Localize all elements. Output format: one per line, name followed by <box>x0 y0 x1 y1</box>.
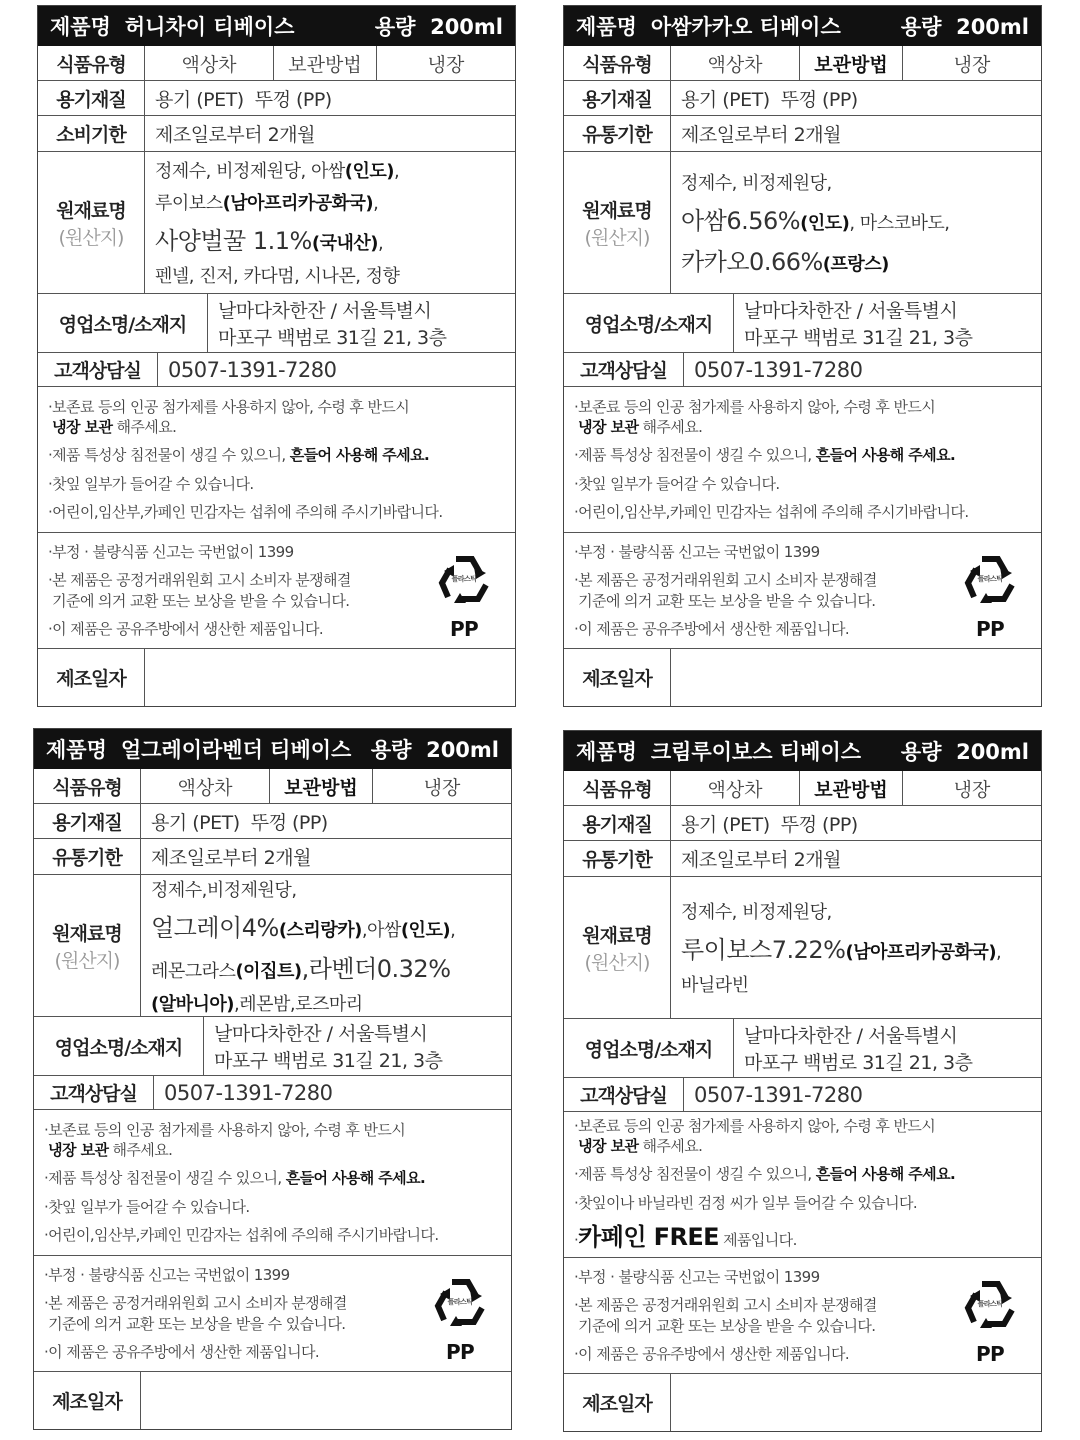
ingredient-line <box>155 157 399 183</box>
text-segment: 냉장 보관 <box>52 418 113 437</box>
text-segment: ·찻잎 일부가 들어갈 수 있습니다. <box>48 474 254 493</box>
ingredients-label <box>564 152 671 293</box>
text-segment: 바닐라빈 <box>681 975 749 996</box>
text-segment: 해주세요. <box>638 1137 703 1156</box>
note-item <box>574 397 1031 438</box>
expiry-row <box>564 116 1041 152</box>
customer-service-phone: 0507-1391-7280 <box>168 357 337 382</box>
text-segment: (인도) <box>344 161 395 182</box>
container-row <box>38 81 515 116</box>
recycle-material: PP <box>445 1340 475 1365</box>
note-item: ·이 제품은 공유주방에서 생산한 제품입니다. <box>574 619 850 638</box>
note-item: ·이 제품은 공유주방에서 생산한 제품입니다. <box>574 1344 850 1363</box>
volume-value: 200ml <box>426 738 499 762</box>
volume-value: 200ml <box>956 15 1029 39</box>
expiry-value: 제조일로부터 2개월 <box>681 849 841 871</box>
note-item <box>574 474 1031 494</box>
expiry-label: 소비기한 <box>38 116 145 151</box>
food-type-value: 액상차 <box>141 769 270 803</box>
seller-label: 영업소명/소재지 <box>564 294 734 352</box>
food-type-value: 액상차 <box>145 46 274 80</box>
text-segment: 정제수, 비정제원당, <box>681 902 832 923</box>
note-item: ·본 제품은 공정거래위원회 고시 소비자 분쟁해결 기준에 의거 교환 또는 보상을 받을 수 있습니다. <box>574 571 877 610</box>
food-type-row <box>564 46 1041 81</box>
text-segment: , <box>996 942 1002 963</box>
manufacture-date-row <box>38 649 515 706</box>
note-item <box>574 1221 1031 1253</box>
text-segment: 루이보스 <box>155 193 223 214</box>
ingredient-line <box>155 221 383 256</box>
text-segment: , <box>377 233 384 254</box>
legal-notes <box>34 1256 511 1372</box>
product-name-label: 제품명 <box>576 740 637 764</box>
customer-service-phone: 0507-1391-7280 <box>164 1080 333 1105</box>
text-segment: 해주세요. <box>112 418 177 437</box>
ingredient-line <box>151 949 451 984</box>
origin-label: (원산지) <box>584 226 650 249</box>
text-segment: (남아프리카공화국) <box>845 942 997 963</box>
text-segment: ·제품 특성상 침전물이 생길 수 있으니, <box>574 1165 816 1184</box>
product-label <box>563 5 1042 707</box>
note-item <box>44 1120 501 1161</box>
expiry-row <box>34 839 511 875</box>
product-label <box>37 5 516 707</box>
recycle-icon <box>955 1276 1025 1341</box>
text-segment: 펜넬, 진저, 카다멈, 시나몬, 정향 <box>155 266 400 287</box>
food-type-label: 식품유형 <box>38 46 145 80</box>
recycle-material: PP <box>975 1342 1005 1367</box>
origin-label: (원산지) <box>584 951 650 974</box>
note-item: ·부정 · 불량식품 신고는 국번없이 1399 <box>48 543 294 561</box>
legal-notes <box>38 533 515 649</box>
manufacture-date-label: 제조일자 <box>38 649 145 706</box>
manufacture-date-label: 제조일자 <box>34 1372 141 1429</box>
ingredients-title: 원재료명 <box>582 924 652 947</box>
ingredient-line <box>681 201 949 236</box>
ingredient-line <box>681 898 832 924</box>
label-header <box>38 6 515 46</box>
recycle-text: 플라스틱 <box>977 575 1003 583</box>
note-item <box>574 1116 1031 1157</box>
ingredient-line <box>151 876 297 902</box>
expiry-value: 제조일로부터 2개월 <box>155 124 315 146</box>
text-segment: 냉장 보관 <box>48 1141 109 1160</box>
customer-service-row <box>564 1078 1041 1112</box>
note-item <box>44 1168 501 1188</box>
product-name: 아쌈카카오 티베이스 <box>650 15 841 39</box>
storage-label: 보관방법 <box>800 771 903 805</box>
storage-value: 냉장 <box>953 778 991 801</box>
customer-service-row <box>564 353 1041 387</box>
text-segment: (남아프리카공화국) <box>222 193 374 214</box>
volume-label: 용량 <box>374 15 416 39</box>
volume <box>375 11 503 41</box>
seller-line: 마포구 백범로 31길 21, 3층 <box>214 1050 443 1072</box>
text-segment: ·제품 특성상 침전물이 생길 수 있으니, <box>48 446 290 465</box>
ingredients-list <box>145 152 515 293</box>
seller-label: 영업소명/소재지 <box>38 294 208 352</box>
note-item <box>48 397 505 438</box>
storage-label: 보관방법 <box>274 46 377 80</box>
text-segment: ,아쌈 <box>361 919 401 941</box>
seller-line: 날마다차한잔 / 서울특별시 <box>744 1025 958 1047</box>
text-segment: (프랑스) <box>822 253 889 275</box>
ingredient-line <box>681 169 832 195</box>
container-label: 용기재질 <box>34 804 141 838</box>
note-item: ·본 제품은 공정거래위원회 고시 소비자 분쟁해결 기준에 의거 교환 또는 보상을 받을 수 있습니다. <box>574 1296 877 1335</box>
volume-value: 200ml <box>956 740 1029 764</box>
note-item <box>44 1225 501 1245</box>
text-segment: ·보존료 등의 인공 첨가제를 사용하지 않아, 수령 후 반드시 <box>48 397 410 416</box>
note-item <box>44 1197 501 1217</box>
text-segment: (스리랑카) <box>278 919 362 941</box>
label-header <box>34 729 511 769</box>
text-segment: 루이보스7.22% <box>681 936 846 964</box>
storage-notes <box>38 387 515 533</box>
manufacture-date-value <box>671 1374 1041 1431</box>
food-type-value: 액상차 <box>671 46 800 80</box>
note-item: ·부정 · 불량식품 신고는 국번없이 1399 <box>574 1268 820 1286</box>
recycle-material: PP <box>975 617 1005 642</box>
note-item <box>574 1164 1031 1184</box>
container-value: 용기 (PET) 뚜껑 (PP) <box>155 88 332 111</box>
ingredients-title: 원재료명 <box>52 922 122 945</box>
text-segment: 해주세요. <box>108 1141 173 1160</box>
volume <box>901 736 1029 766</box>
text-segment: 정제수,비정제원당, <box>151 879 297 901</box>
product-name-label: 제품명 <box>46 738 107 762</box>
ingredient-line <box>151 990 363 1016</box>
text-segment: 흔들어 사용해 주세요. <box>285 1169 426 1188</box>
container-value: 용기 (PET) 뚜껑 (PP) <box>681 88 858 111</box>
text-segment: 카카오0.66% <box>681 247 823 276</box>
customer-service-phone: 0507-1391-7280 <box>694 1082 863 1107</box>
origin-label: (원산지) <box>54 949 120 972</box>
ingredient-line <box>681 242 889 277</box>
note-item: ·이 제품은 공유주방에서 생산한 제품입니다. <box>44 1342 320 1361</box>
seller-line: 날마다차한잔 / 서울특별시 <box>744 300 958 322</box>
expiry-row <box>38 116 515 152</box>
text-segment: ·어린이,임산부,카페인 민감자는 섭취에 주의해 주시기바랍니다. <box>574 502 969 521</box>
food-type-label: 식품유형 <box>564 771 671 805</box>
seller-address <box>734 1019 1041 1077</box>
text-segment: 흔들어 사용해 주세요. <box>815 1165 956 1184</box>
recycle-icon <box>429 551 499 616</box>
storage-value: 냉장 <box>427 53 465 76</box>
recycle-icon <box>425 1274 495 1339</box>
text-segment: (알바니아) <box>151 993 235 1015</box>
ingredients-list <box>671 877 1041 1018</box>
ingredients-list <box>671 152 1041 293</box>
manufacture-date-value <box>145 649 515 706</box>
text-segment: 카페인 FREE <box>578 1222 719 1251</box>
note-item: ·부정 · 불량식품 신고는 국번없이 1399 <box>44 1266 290 1284</box>
origin-label: (원산지) <box>58 226 124 249</box>
text-segment: ·찻잎이나 바닐라빈 검정 씨가 일부 들어갈 수 있습니다. <box>574 1193 918 1212</box>
volume-label: 용량 <box>370 738 412 762</box>
customer-service-label: 고객상담실 <box>38 353 158 386</box>
recycle-material: PP <box>449 617 479 642</box>
ingredients-title: 원재료명 <box>56 199 126 222</box>
seller-line: 날마다차한잔 / 서울특별시 <box>214 1023 428 1045</box>
text-segment: (이집트) <box>235 960 302 982</box>
note-item <box>48 502 505 522</box>
seller-row <box>564 294 1041 353</box>
storage-value: 냉장 <box>953 53 991 76</box>
container-value: 용기 (PET) 뚜껑 (PP) <box>151 811 328 834</box>
text-segment: , <box>373 193 379 214</box>
product-name: 얼그레이라벤더 티베이스 <box>120 738 352 762</box>
text-segment: ·찻잎 일부가 들어갈 수 있습니다. <box>44 1197 250 1216</box>
manufacture-date-label: 제조일자 <box>564 1374 671 1431</box>
seller-line: 마포구 백범로 31길 21, 3층 <box>218 327 447 349</box>
volume-label: 용량 <box>900 15 942 39</box>
storage-notes <box>34 1110 511 1256</box>
product-name-label: 제품명 <box>50 15 111 39</box>
volume-value: 200ml <box>430 15 503 39</box>
seller-line: 날마다차한잔 / 서울특별시 <box>218 300 432 322</box>
recycle-text: 플라스틱 <box>447 1298 473 1306</box>
food-type-value: 액상차 <box>671 771 800 805</box>
ingredients-row <box>564 152 1041 294</box>
ingredient-line <box>681 971 749 997</box>
volume-label: 용량 <box>900 740 942 764</box>
storage-value: 냉장 <box>423 776 461 799</box>
recycle-mark <box>429 551 499 641</box>
container-value: 용기 (PET) 뚜껑 (PP) <box>681 813 858 836</box>
storage-notes <box>564 1112 1041 1258</box>
expiry-value: 제조일로부터 2개월 <box>681 124 841 146</box>
seller-address <box>734 294 1041 352</box>
product-name: 허니차이 티베이스 <box>124 15 295 39</box>
text-segment: ·찻잎 일부가 들어갈 수 있습니다. <box>574 474 780 493</box>
text-segment: 흔들어 사용해 주세요. <box>289 446 430 465</box>
expiry-label: 유통기한 <box>564 116 671 151</box>
manufacture-date-row <box>564 649 1041 706</box>
food-type-row <box>34 769 511 804</box>
ingredient-line <box>681 930 1001 965</box>
recycle-text: 플라스틱 <box>977 1300 1003 1308</box>
seller-address <box>204 1017 511 1075</box>
note-item <box>48 445 505 465</box>
seller-line: 마포구 백범로 31길 21, 3층 <box>744 1052 973 1074</box>
note-item <box>574 1193 1031 1213</box>
expiry-row <box>564 841 1041 877</box>
text-segment: ·제품 특성상 침전물이 생길 수 있으니, <box>44 1169 286 1188</box>
ingredients-label <box>38 152 145 293</box>
food-type-label: 식품유형 <box>564 46 671 80</box>
ingredients-list <box>141 875 511 1016</box>
legal-notes <box>564 1258 1041 1374</box>
ingredients-label <box>34 875 141 1016</box>
manufacture-date-row <box>34 1372 511 1429</box>
volume <box>371 734 499 764</box>
seller-label: 영업소명/소재지 <box>34 1017 204 1075</box>
food-type-label: 식품유형 <box>34 769 141 803</box>
ingredients-row <box>38 152 515 294</box>
seller-label: 영업소명/소재지 <box>564 1019 734 1077</box>
storage-label: 보관방법 <box>270 769 373 803</box>
text-segment: 흔들어 사용해 주세요. <box>815 446 956 465</box>
product-name-label: 제품명 <box>576 15 637 39</box>
customer-service-phone: 0507-1391-7280 <box>694 357 863 382</box>
note-item <box>574 502 1031 522</box>
container-label: 용기재질 <box>564 81 671 115</box>
text-segment: (인도) <box>400 919 451 941</box>
manufacture-date-row <box>564 1374 1041 1431</box>
ingredient-line <box>155 262 399 288</box>
seller-address <box>208 294 515 352</box>
text-segment: 얼그레이4% <box>151 913 279 942</box>
text-segment: 제품입니다. <box>718 1230 797 1249</box>
customer-service-row <box>34 1076 511 1110</box>
label-header <box>564 6 1041 46</box>
container-label: 용기재질 <box>38 81 145 115</box>
text-segment: 해주세요. <box>638 418 703 437</box>
seller-line: 마포구 백범로 31길 21, 3층 <box>744 327 973 349</box>
text-segment: · <box>574 1230 579 1249</box>
note-item <box>48 474 505 494</box>
storage-notes <box>564 387 1041 533</box>
ingredients-label <box>564 877 671 1018</box>
text-segment: ·어린이,임산부,카페인 민감자는 섭취에 주의해 주시기바랍니다. <box>44 1225 439 1244</box>
ingredient-line <box>151 908 455 943</box>
recycle-mark <box>425 1274 495 1364</box>
recycle-icon <box>955 551 1025 616</box>
text-segment: , <box>394 161 400 182</box>
note-item <box>574 445 1031 465</box>
product-label <box>563 730 1042 1432</box>
text-segment: ·제품 특성상 침전물이 생길 수 있으니, <box>574 446 816 465</box>
text-segment: ·어린이,임산부,카페인 민감자는 섭취에 주의해 주시기바랍니다. <box>48 502 443 521</box>
manufacture-date-value <box>141 1372 511 1429</box>
customer-service-label: 고객상담실 <box>34 1076 154 1109</box>
customer-service-label: 고객상담실 <box>564 353 684 386</box>
text-segment: , 마스코바도, <box>849 212 950 234</box>
text-segment: 정제수, 비정제원당, 아쌈 <box>155 161 345 182</box>
label-header <box>564 731 1041 771</box>
seller-row <box>34 1017 511 1076</box>
storage-label: 보관방법 <box>800 46 903 80</box>
seller-row <box>38 294 515 353</box>
text-segment: 냉장 보관 <box>578 1137 639 1156</box>
recycle-text: 플라스틱 <box>451 575 477 583</box>
expiry-label: 유통기한 <box>564 841 671 876</box>
recycle-mark <box>955 551 1025 641</box>
text-segment: ·보존료 등의 인공 첨가제를 사용하지 않아, 수령 후 반드시 <box>574 1116 936 1135</box>
ingredients-row <box>564 877 1041 1019</box>
container-row <box>34 804 511 839</box>
note-item: ·이 제품은 공유주방에서 생산한 제품입니다. <box>48 619 324 638</box>
ingredient-line <box>155 189 378 215</box>
legal-notes <box>564 533 1041 649</box>
ingredients-title: 원재료명 <box>582 199 652 222</box>
text-segment: (국내산) <box>311 233 378 254</box>
manufacture-date-value <box>671 649 1041 706</box>
text-segment: ,레몬밤,로즈마리 <box>234 993 363 1015</box>
container-label: 용기재질 <box>564 806 671 840</box>
expiry-label: 유통기한 <box>34 839 141 874</box>
product-name: 크림루이보스 티베이스 <box>650 740 862 764</box>
text-segment: 사양벌꿀 1.1% <box>155 227 312 255</box>
text-segment: , <box>450 919 456 941</box>
ingredients-row <box>34 875 511 1017</box>
text-segment: 냉장 보관 <box>578 418 639 437</box>
food-type-row <box>564 771 1041 806</box>
seller-row <box>564 1019 1041 1078</box>
expiry-value: 제조일로부터 2개월 <box>151 847 311 869</box>
note-item: ·본 제품은 공정거래위원회 고시 소비자 분쟁해결 기준에 의거 교환 또는 보상을 받을 수 있습니다. <box>44 1294 347 1333</box>
customer-service-label: 고객상담실 <box>564 1078 684 1111</box>
product-label <box>33 728 512 1430</box>
volume <box>901 11 1029 41</box>
container-row <box>564 81 1041 116</box>
text-segment: (인도) <box>800 212 850 234</box>
note-item: ·본 제품은 공정거래위원회 고시 소비자 분쟁해결 기준에 의거 교환 또는 보상을 받을 수 있습니다. <box>48 571 351 610</box>
note-item: ·부정 · 불량식품 신고는 국번없이 1399 <box>574 543 820 561</box>
text-segment: 정제수, 비정제원당, <box>681 172 832 194</box>
text-segment: 레몬그라스 <box>151 960 236 982</box>
customer-service-row <box>38 353 515 387</box>
text-segment: ,라벤더0.32% <box>301 954 451 983</box>
text-segment: 아쌈6.56% <box>681 206 801 235</box>
manufacture-date-label: 제조일자 <box>564 649 671 706</box>
food-type-row <box>38 46 515 81</box>
text-segment: ·보존료 등의 인공 첨가제를 사용하지 않아, 수령 후 반드시 <box>44 1120 406 1139</box>
container-row <box>564 806 1041 841</box>
text-segment: ·보존료 등의 인공 첨가제를 사용하지 않아, 수령 후 반드시 <box>574 397 936 416</box>
recycle-mark <box>955 1276 1025 1366</box>
